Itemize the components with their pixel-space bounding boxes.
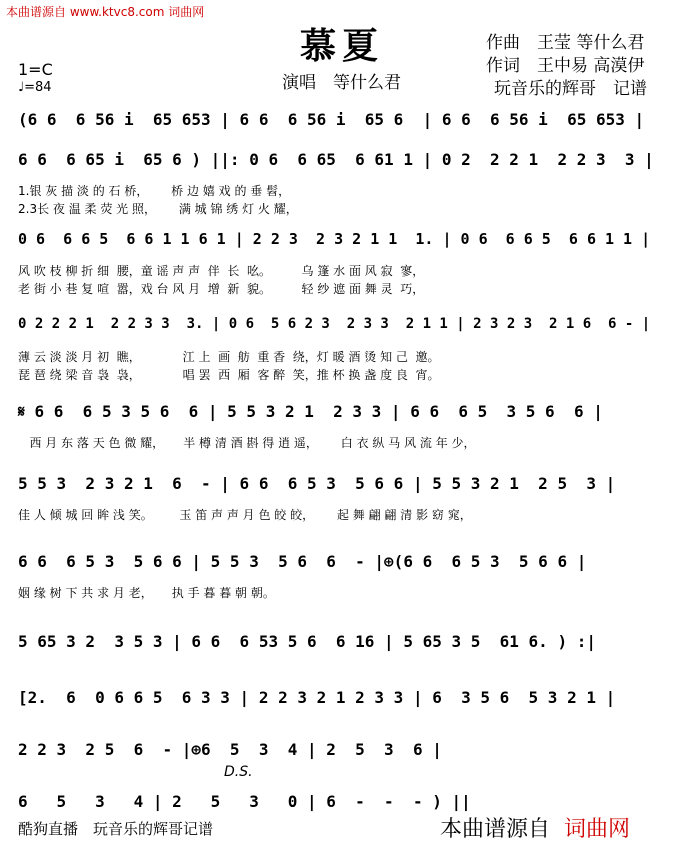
score-row [18,150,673,220]
lyric-line: 老 街 小 巷 复 喧 嚣，戏 台 风 月 增 新 貌。 轻 纱 遮 面 舞 灵 巧， [18,282,425,296]
notation-line: 6 6 6 5 3 5 6 6 | 5 5 3 5 6 6 - |⊕(6 6 6 5 3 5 6 6 | [18,552,587,571]
score-row [18,402,673,457]
notation-line: 5 65 3 2 3 5 3 | 6 6 6 53 5 6 6 16 | 5 65 3 5 61 6. ) :| [18,632,596,651]
footer-credit: 酷狗直播 玩音乐的辉哥记谱 [18,820,214,838]
score-row [18,740,673,780]
lyricist-credit: 作词 王中易 高漠伊 [486,56,645,76]
tempo-marking: ♩=84 [18,80,52,95]
notation-line: 5 5 3 2 3 2 1 6 - | 6 6 6 5 3 5 6 6 | 5 5 3 2 1 2 5 3 | [18,474,616,493]
notation-line: 𝄋 6 6 6 5 3 5 6 6 | 5 5 3 2 1 2 3 3 | 6 6 6 5 3 5 6 6 | [18,402,603,421]
lyric-line: 琵 琶 绕 梁 音 袅 袅， 唱 罢 西 厢 客 醉 笑，推 杯 换 盏 度 良 宵。 [18,368,440,382]
song-title: 慕夏 [300,25,385,67]
score-row [18,110,673,150]
singer-credit: 演唱 等什么君 [282,73,401,93]
notation-line: 6 6 6 65 i 65 6 ) ||: 0 6 6 65 6 61 1 | 0 2 2 2 1 2 2 3 3 | [18,150,654,169]
score-row [18,316,673,386]
dal-segno-mark: D.S. [224,764,253,780]
lyric-line: 风 吹 枝 柳 折 细 腰，童 谣 声 声 伴 长 吆。 乌 篷 水 面 风 寂 寥， [18,264,425,278]
score-row [18,474,673,529]
notation-line: 0 2 2 2 1 2 2 3 3 3. | 0 6 5 6 2 3 2 3 3 2 1 1 | 2 3 2 3 2 1 6 6 - | [18,316,651,332]
transcriber-credit: 玩音乐的辉哥 记谱 [494,79,647,99]
score-row [18,230,673,300]
lyric-line: 薄 云 淡 淡 月 初 瞧， 江 上 画 舫 重 香 绕，灯 暖 酒 烫 知 己 邀。 [18,350,440,364]
score-row [18,688,673,728]
notation-line: (6 6 6 56 i 65 653 | 6 6 6 56 i 65 6 | 6 6 6 56 i 65 653 | [18,110,645,129]
score-row [18,632,673,672]
score-row [18,552,673,607]
notation-line: 0 6 6 6 5 6 6 1 1 6 1 | 2 2 3 2 3 2 1 1 1. | 0 6 6 6 5 6 6 1 1 | [18,230,651,248]
notation-line: 6 5 3 4 | 2 5 3 0 | 6 - - - ) || [18,792,471,811]
composer-credit: 作曲 王莹 等什么君 [486,33,645,53]
key-signature: 1=C [18,60,53,79]
footer-source-text: 本曲谱源自 [440,817,551,842]
lyric-line: 2.3长 夜 温 柔 荧 光 照， 满 城 锦 绣 灯 火 耀， [18,202,298,216]
footer-source [440,812,630,843]
lyric-line: 佳 人 倾 城 回 眸 浅 笑。 玉 笛 声 声 月 色 皎 皎， 起 舞 翩 翩 清 影 窈 窕， [18,508,472,522]
notation-line: [2. 6 0 6 6 5 6 3 3 | 2 2 3 2 1 2 3 3 | 6 3 5 6 5 3 2 1 | [18,688,616,707]
notation-line: 2 2 3 2 5 6 - |⊕6 5 3 4 | 2 5 3 6 | [18,740,442,759]
lyric-line: 西 月 东 落 天 色 微 耀， 半 樽 清 酒 斟 得 逍 遥， 白 衣 纵 马 风 流 年 少， [18,436,476,450]
lyric-line: 姻 缘 树 下 共 求 月 老， 执 手 暮 暮 朝 朝。 [18,586,275,600]
footer-site-link[interactable]: 词曲网 [564,817,631,842]
lyric-line: 1.银 灰 描 淡 的 石 桥， 桥 边 嬉 戏 的 垂 髫， [18,184,291,198]
watermark: 本曲谱源自 www.ktvc8.com 词曲网 [6,5,205,19]
